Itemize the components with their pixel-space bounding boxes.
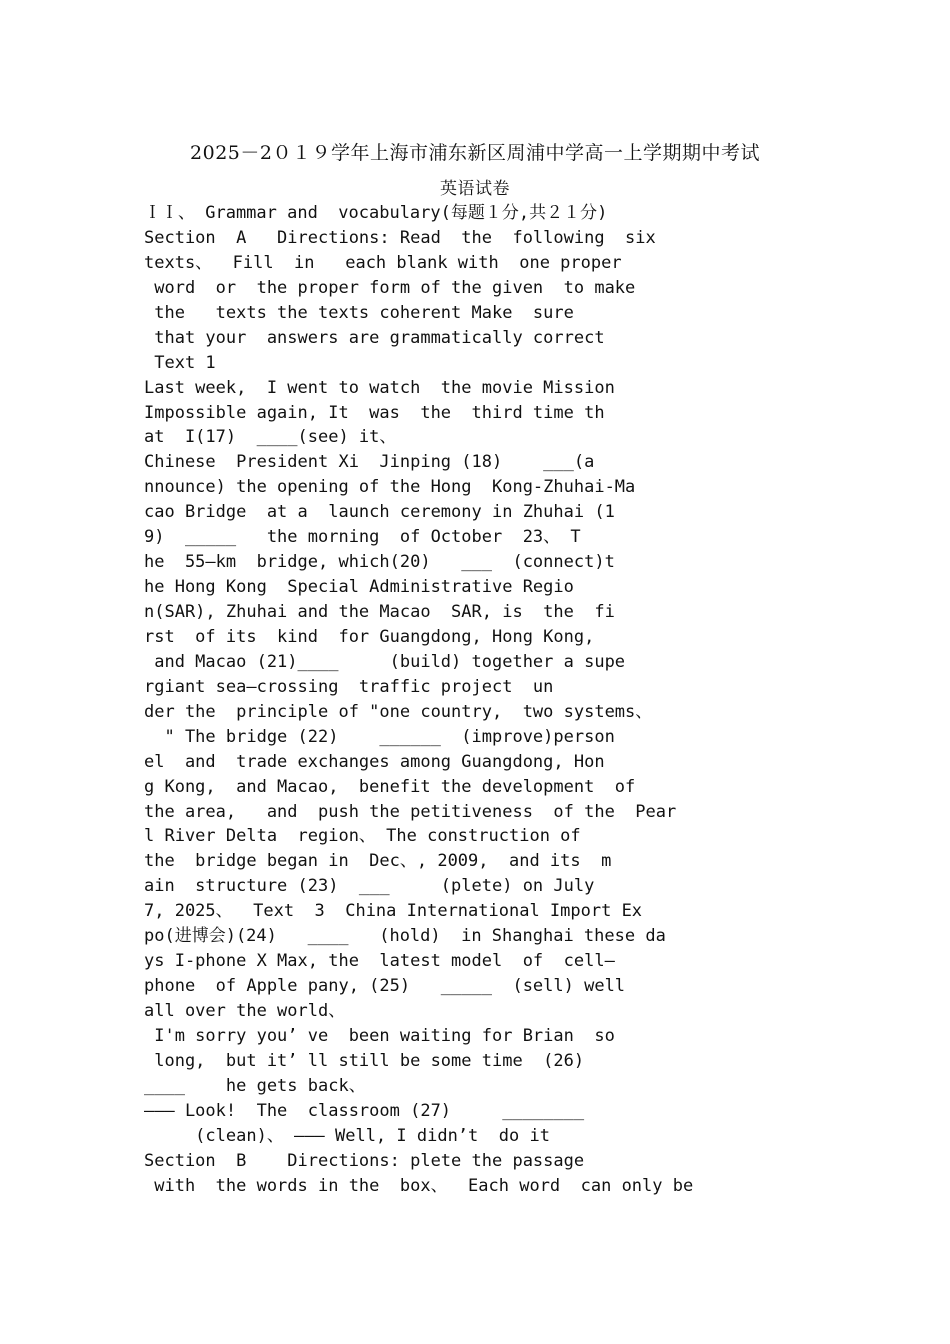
question-17-line: at I(17) ____(see) it、 — [144, 427, 397, 448]
text-line: the bridge began in Dec、, 2009, and its m — [144, 851, 612, 872]
text-line: Last week, I went to watch the movie Mission — [144, 377, 615, 398]
text-line: that your answers are grammatically correct — [144, 327, 605, 348]
text-line: with the words in the box、 Each word can only be — [144, 1175, 694, 1196]
text-line: ys I-phone X Max, the latest model of cell— — [144, 951, 615, 972]
text-line: g Kong, and Macao, benefit the development of — [144, 776, 636, 797]
question-26-line: long, but it’ ll still be some time (26) — [144, 1050, 585, 1071]
section-b-directions: Section B Directions: plete the passage — [144, 1150, 585, 1171]
question-20-line: he 55—km bridge, which(20) ___ (connect)t — [144, 552, 615, 573]
question-25-line: phone of Apple pany, (25) _____ (sell) well — [144, 976, 626, 997]
text-line: texts、 Fill in each blank with one proper — [144, 252, 622, 273]
text-line: ____ he gets back、 — [144, 1075, 366, 1096]
question-18-line: Chinese President Xi Jinping (18) ___(a — [144, 452, 595, 473]
question-23-line: ain structure (23) ___ (plete) on July — [144, 876, 595, 897]
text-line: der the principle of "one country, two systems、 — [144, 701, 653, 722]
text-3-line: 7, 2025、 Text 3 China International Import Ex — [144, 901, 643, 922]
grammar-heading: ＩＩ、 Grammar and vocabulary(每题１分,共２１分) — [144, 203, 608, 223]
text-line: rst of its kind for Guangdong, Hong Kong, — [144, 626, 595, 647]
question-24-line: po(进博会)(24) ____ (hold) in Shanghai these da — [144, 926, 666, 947]
text-line: he Hong Kong Special Administrative Regio — [144, 577, 574, 598]
text-line: cao Bridge at a launch ceremony in Zhuhai (1 — [144, 502, 615, 523]
question-27-line: ——— Look! The classroom (27) ________ — [144, 1100, 585, 1121]
text-line: n(SAR), Zhuhai and the Macao SAR, is the fi — [144, 602, 615, 622]
text-line: nnounce) the opening of the Hong Kong-Zhuhai-Ma — [144, 477, 636, 498]
document-title: 2025－2０１９学年上海市浦东新区周浦中学高一上学期期中考试 — [190, 142, 760, 164]
text-line: all over the world、 — [144, 1001, 346, 1021]
text-line: I'm sorry you’ ve been waiting for Brian so — [144, 1025, 615, 1046]
exam-body — [144, 201, 814, 1199]
text-line: el and trade exchanges among Guangdong, Hon — [144, 751, 605, 772]
text-line: Impossible again, It was the third time th — [144, 402, 605, 423]
text-line: word or the proper form of the given to make — [144, 277, 636, 298]
text-line: the texts the texts coherent Make sure — [144, 302, 574, 323]
text-line: (clean)、 ——— Well, I didn’t do it — [144, 1125, 550, 1146]
text-1-heading: Text 1 — [144, 352, 216, 373]
question-22-line: " The bridge (22) ______ (improve)person — [144, 726, 615, 747]
question-21-line: and Macao (21)____ (build) together a supe — [144, 651, 626, 672]
text-line: rgiant sea—crossing traffic project un — [144, 676, 554, 697]
section-a-directions: Section A Directions: Read the following six — [144, 227, 656, 248]
question-19-line: 9) _____ the morning of October 23、 T — [144, 527, 581, 548]
text-line: the area, and push the petitiveness of the Pear — [144, 801, 677, 822]
text-line: l River Delta region、 The construction of — [144, 826, 581, 847]
document-subtitle: 英语试卷 — [440, 179, 510, 199]
